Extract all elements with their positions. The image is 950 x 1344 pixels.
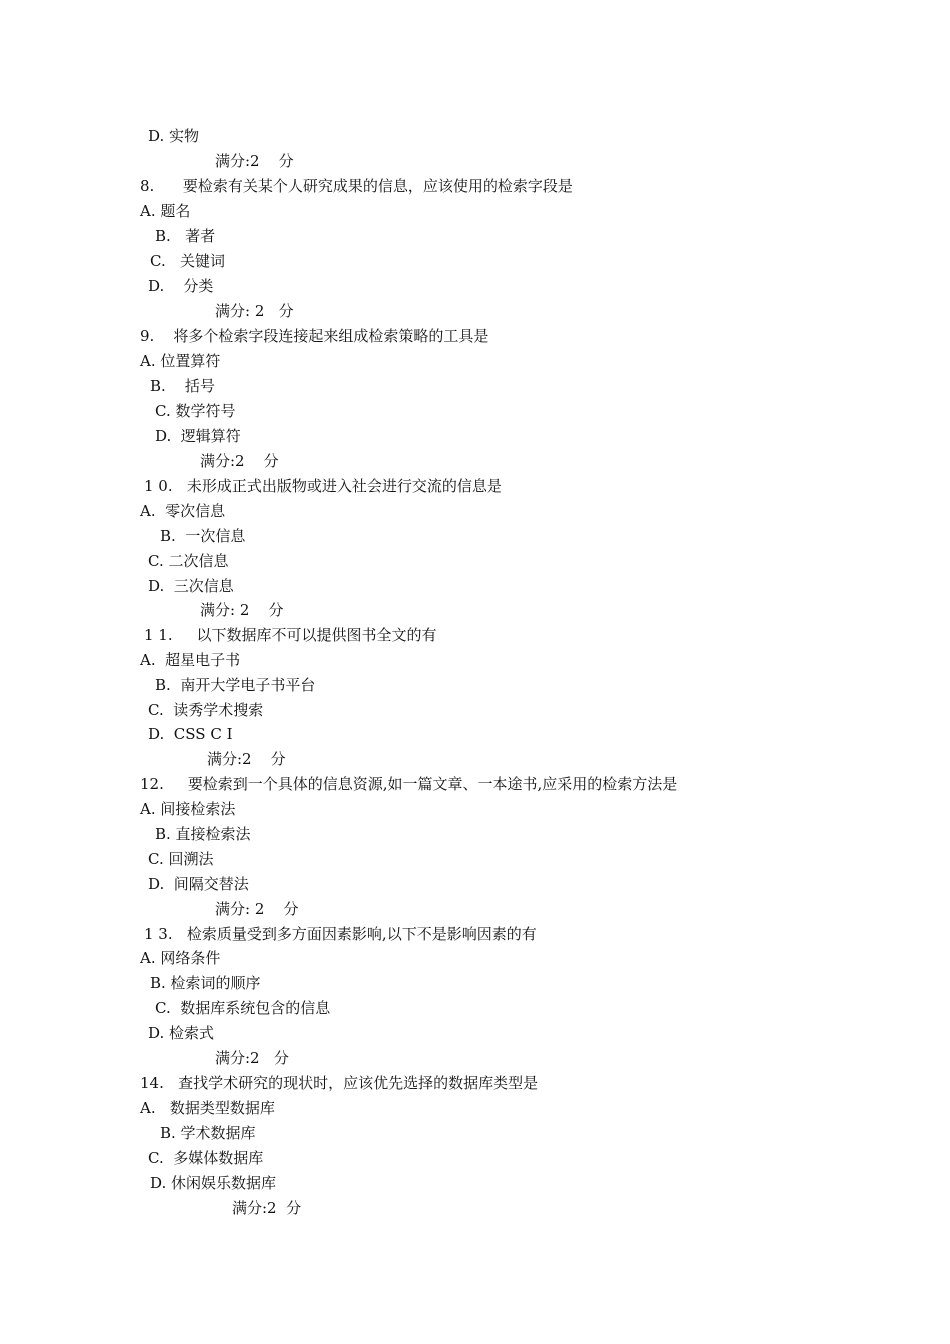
q7-score: 满分:2 分: [215, 152, 294, 170]
q13-option-d: D. 检索式: [148, 1024, 215, 1042]
q9-option-d: D. 逻辑算符: [155, 427, 241, 445]
q14-question: 14. 查找学术研究的现状时，应该优先选择的数据库类型是: [140, 1074, 539, 1092]
q13-score: 满分:2 分: [215, 1049, 289, 1067]
q10-option-c: C. 二次信息: [148, 552, 229, 570]
q13-question: 1 3. 检索质量受到多方面因素影响,以下不是影响因素的有: [144, 925, 537, 943]
q9-score: 满分:2 分: [200, 452, 279, 470]
q11-option-a: A. 超星电子书: [140, 651, 241, 669]
q14-score: 满分:2 分: [232, 1199, 302, 1217]
q11-score: 满分:2 分: [207, 750, 286, 768]
q8-option-c: C. 关键词: [150, 252, 226, 270]
q11-option-c: C. 读秀学术搜索: [148, 701, 264, 719]
q9-option-b: B. 括号: [150, 377, 215, 395]
q10-option-a: A. 零次信息: [140, 502, 226, 520]
q8-option-d: D. 分类: [148, 277, 214, 295]
q14-option-c: C. 多媒体数据库: [148, 1149, 264, 1167]
q12-option-b: B. 直接检索法: [155, 825, 251, 843]
q12-option-c: C. 回溯法: [148, 850, 214, 868]
q13-option-c: C. 数据库系统包含的信息: [155, 999, 331, 1017]
q12-option-d: D. 间隔交替法: [148, 875, 249, 893]
q9-question: 9. 将多个检索字段连接起来组成检索策略的工具是: [140, 327, 489, 345]
q8-option-b: B. 著者: [155, 227, 216, 245]
q11-option-d: D. CSS C I: [148, 725, 233, 743]
q10-option-b: B. 一次信息: [160, 527, 246, 545]
q10-score: 满分: 2 分: [200, 601, 284, 619]
q9-option-c: C. 数学符号: [155, 402, 236, 420]
q14-option-d: D. 休闲娱乐数据库: [150, 1174, 277, 1192]
q8-score: 满分: 2 分: [215, 302, 294, 320]
q12-option-a: A. 间接检索法: [140, 800, 236, 818]
q14-option-a: A. 数据类型数据库: [140, 1099, 275, 1117]
q13-option-b: B. 检索词的顺序: [150, 974, 261, 992]
q8-option-a: A. 题名: [140, 202, 191, 220]
q14-option-b: B. 学术数据库: [160, 1124, 256, 1142]
q12-question: 12. 要检索到一个具体的信息资源,如一篇文章、一本途书,应采用的检索方法是: [140, 775, 678, 793]
q8-question: 8. 要检索有关某个人研究成果的信息，应该使用的检索字段是: [140, 177, 573, 195]
q9-option-a: A. 位置算符: [140, 352, 221, 370]
q10-question: 1 0. 未形成正式出版物或进入社会进行交流的信息是: [144, 477, 502, 495]
q10-option-d: D. 三次信息: [148, 577, 234, 595]
q12-score: 满分: 2 分: [215, 900, 299, 918]
q11-question: 1 1. 以下数据库不可以提供图书全文的有: [144, 626, 437, 644]
q13-option-a: A. 网络条件: [140, 949, 221, 967]
q11-option-b: B. 南开大学电子书平台: [155, 676, 316, 694]
q7-option-d: D. 实物: [148, 127, 200, 145]
